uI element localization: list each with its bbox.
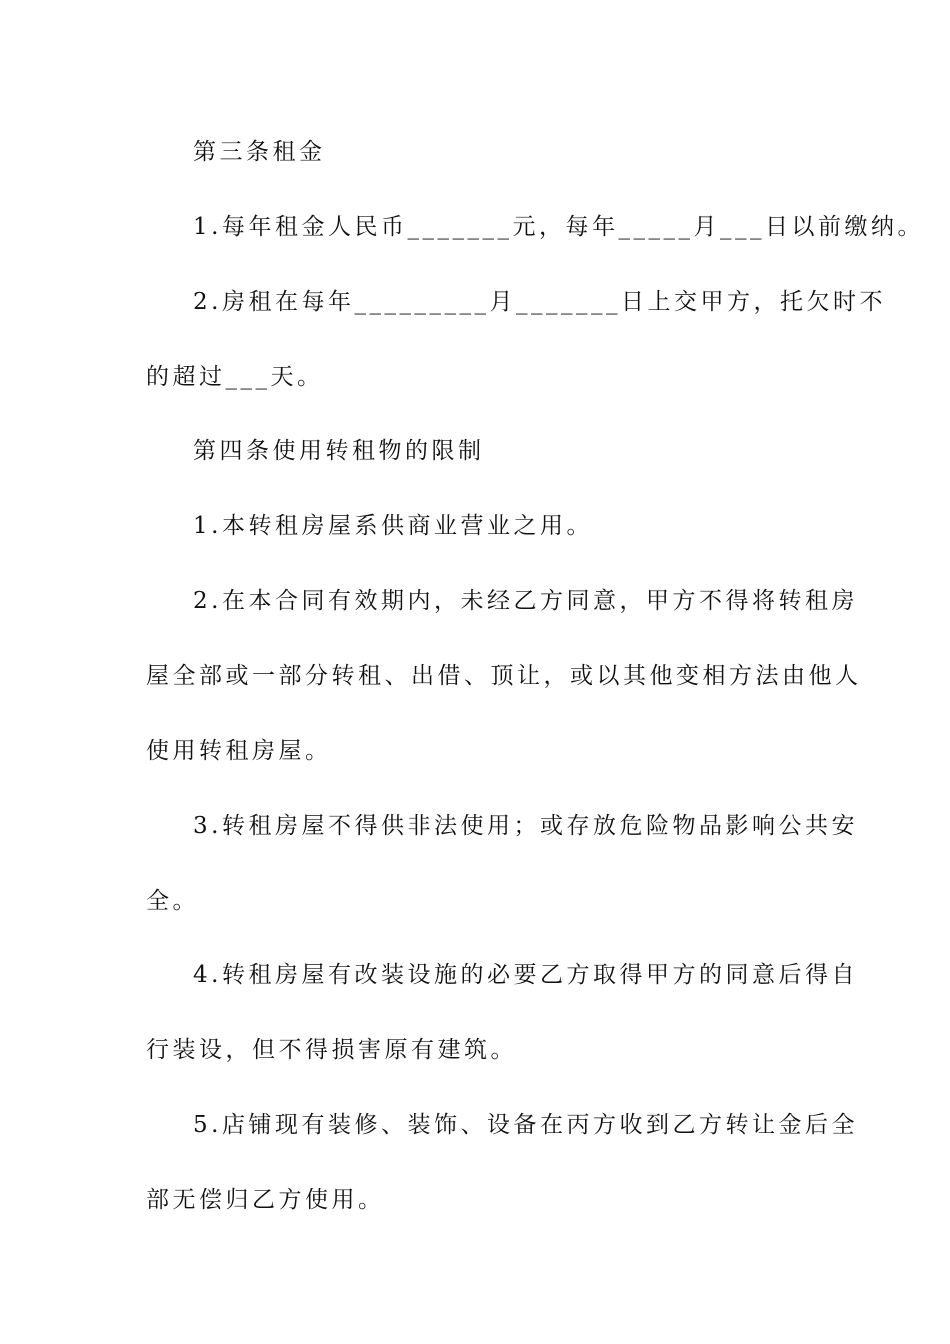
article-4-clause-5-line-1: 5.店铺现有装修、装饰、设备在丙方收到乙方转让金后全: [193, 1112, 858, 1138]
article-4-heading: 第四条使用转租物的限制: [193, 438, 485, 464]
article-4-clause-2-line-3: 使用转租房屋。: [146, 738, 332, 764]
article-4-clause-4-line-2: 行装设，但不得损害原有建筑。: [146, 1037, 517, 1063]
article-3-heading: 第三条租金: [193, 139, 326, 165]
article-4-clause-2-line-2: 屋全部或一部分转租、出借、顶让，或以其他变相方法由他人: [146, 663, 862, 689]
article-3-clause-2-line-1: 2.房租在每年_________月_______日上交甲方，托欠时不: [193, 289, 886, 315]
article-4-clause-2-line-1: 2.在本合同有效期内，未经乙方同意，甲方不得将转租房: [193, 588, 858, 614]
article-4-clause-3-line-1: 3.转租房屋不得供非法使用；或存放危险物品影响公共安: [193, 813, 858, 839]
article-4-clause-4-line-1: 4.转租房屋有改装设施的必要乙方取得甲方的同意后得自: [193, 962, 858, 988]
article-3-clause-1: 1.每年租金人民币_______元，每年_____月___日以前缴纳。: [193, 214, 924, 240]
article-4-clause-1: 1.本转租房屋系供商业营业之用。: [193, 513, 593, 539]
article-3-clause-2-line-2: 的超过___天。: [146, 364, 324, 390]
article-4-clause-5-line-2: 部无偿归乙方使用。: [146, 1187, 385, 1213]
article-4-clause-3-line-2: 全。: [146, 888, 199, 914]
